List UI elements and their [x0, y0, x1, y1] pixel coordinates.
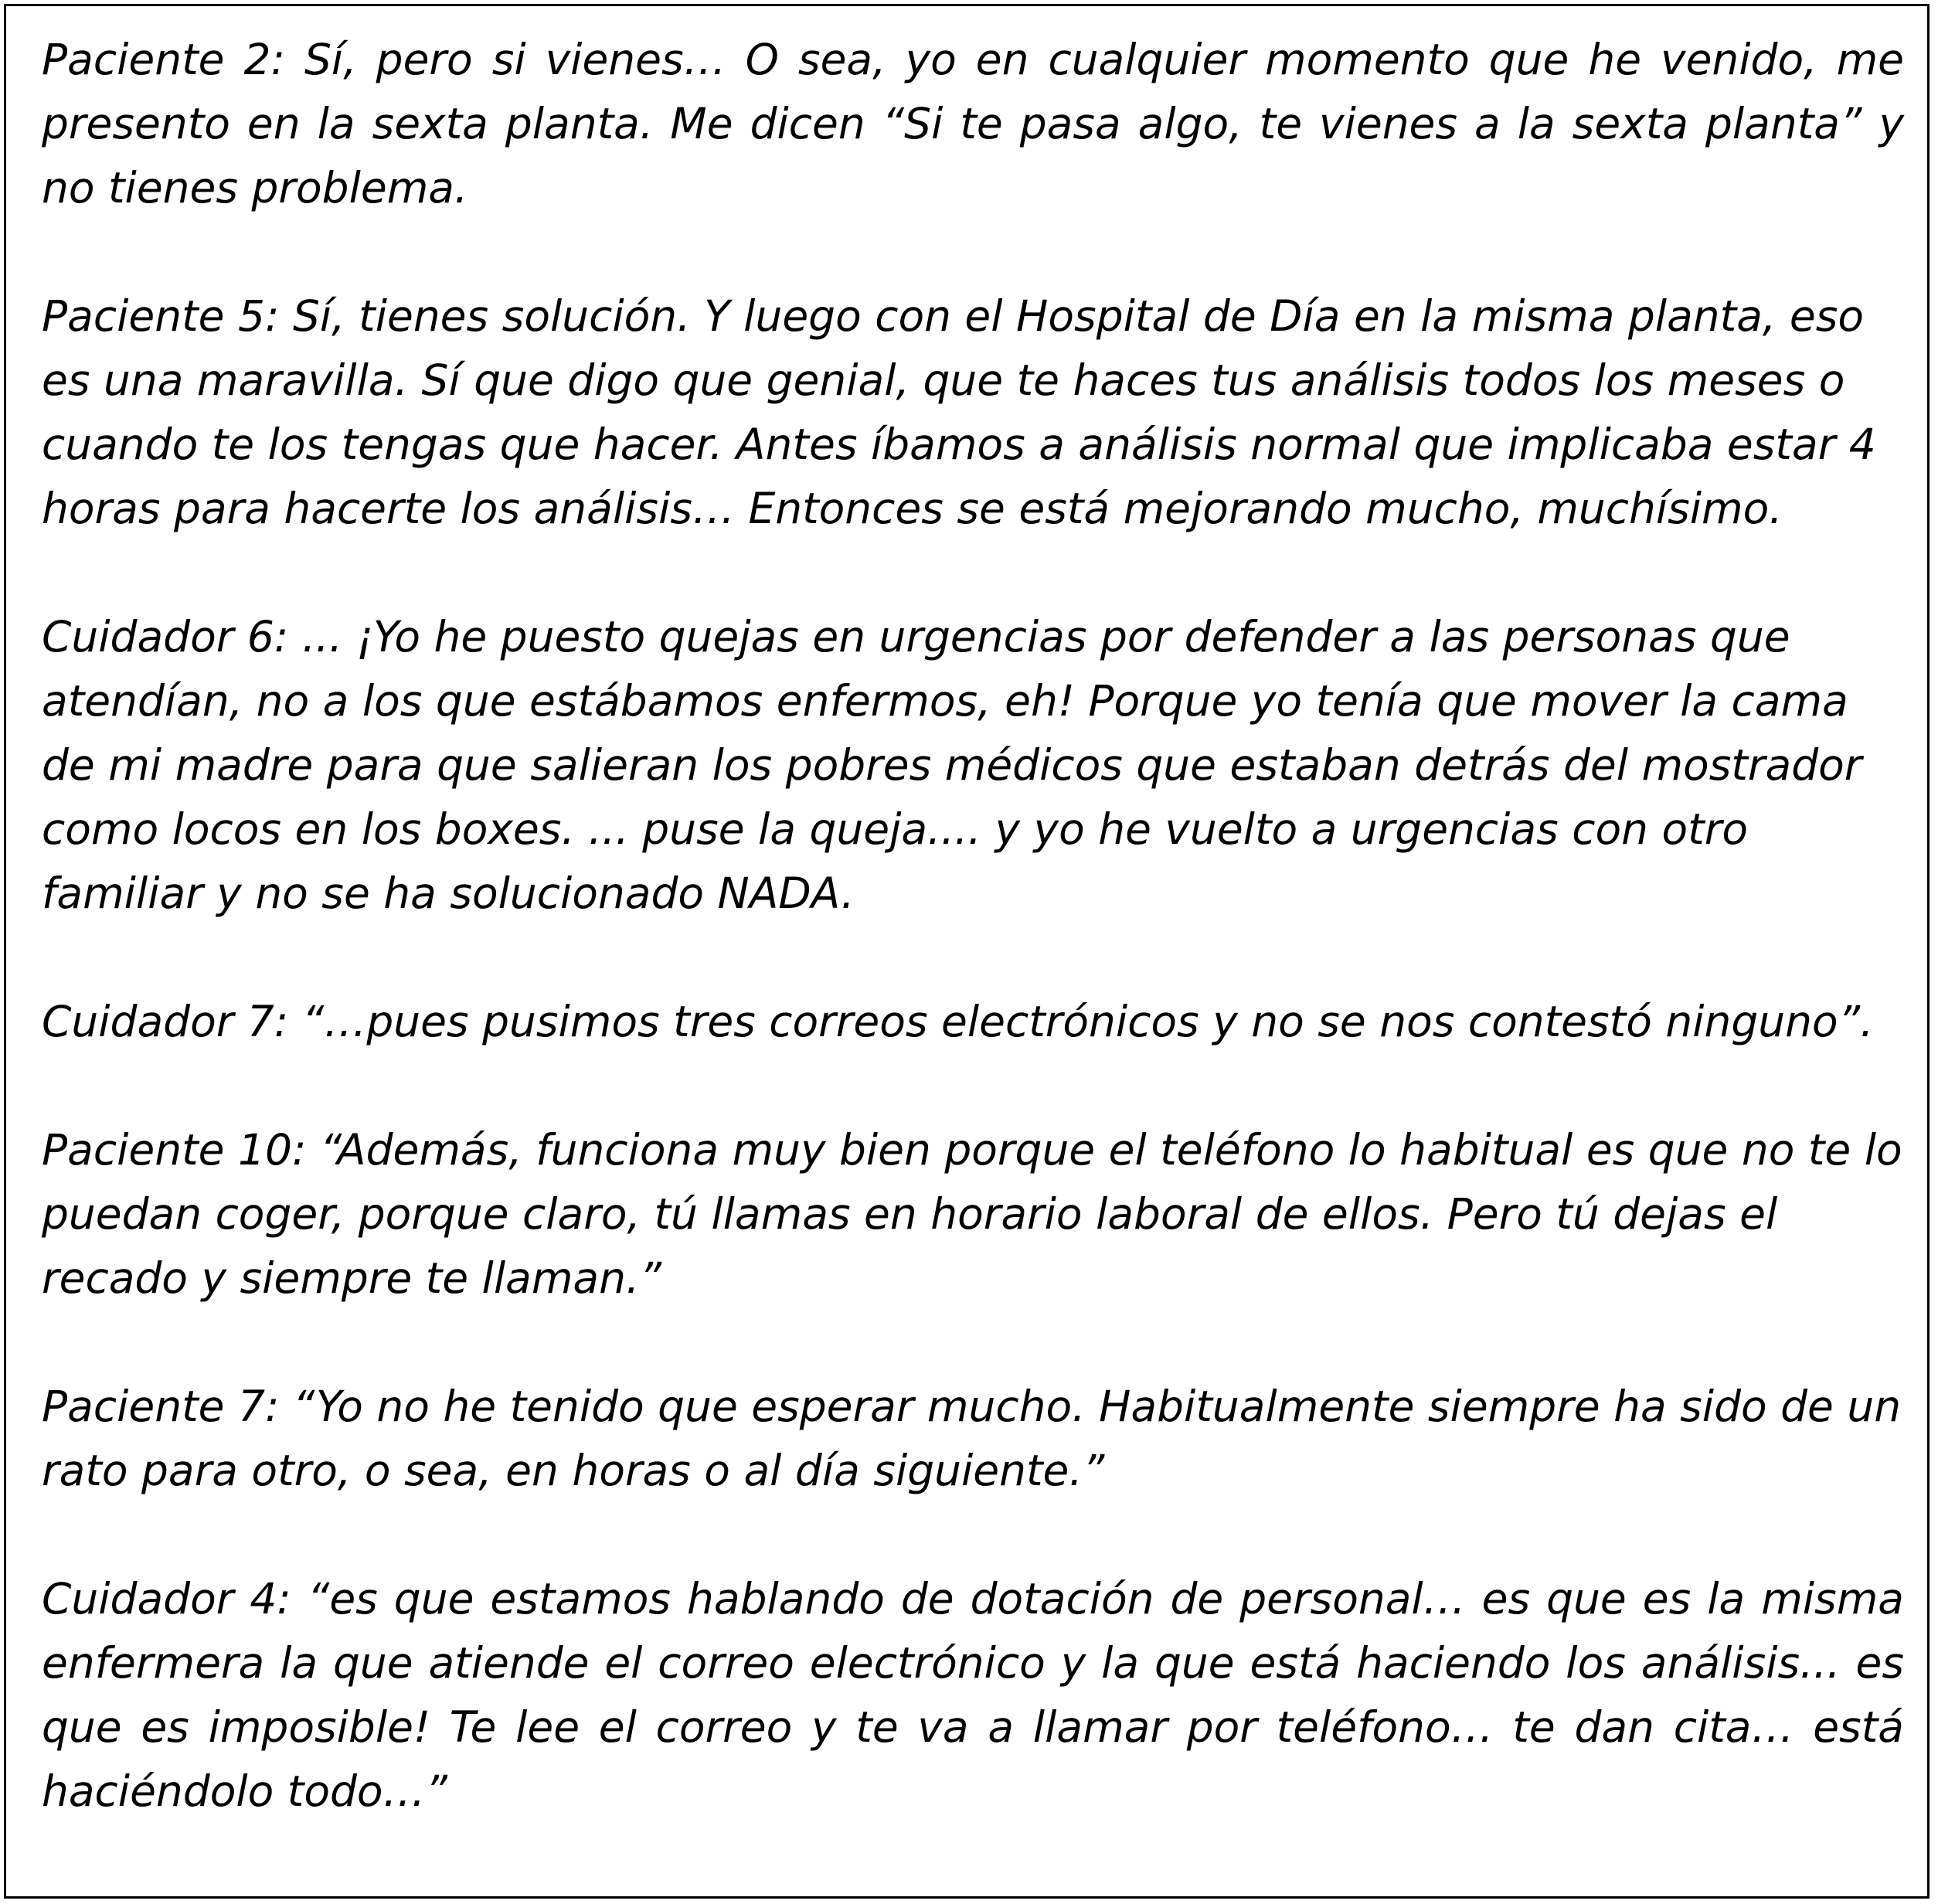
quote-paciente-5	[42, 284, 1904, 541]
quote-paciente-10	[42, 1118, 1904, 1311]
quote-speaker: Cuidador 7:	[42, 997, 289, 1046]
quote-speaker: Paciente 10:	[42, 1125, 307, 1175]
quotes-content	[42, 28, 1904, 1888]
quotes-box	[4, 4, 1930, 1899]
quote-text: ... ¡Yo he puesto quejas en urgencias por defender a las personas que atendían, no a los que estábamos enfermos, eh! Porque yo tenía que mover la cama de mi madre para que salieran los pobres médicos que estaban detrás del mostrador como locos en los boxes. ... puse la queja.... y yo he vuelto a urgencias con otro familiar y no se ha solucionado NADA.	[42, 612, 1862, 918]
quote-paciente-2	[42, 28, 1904, 220]
quote-paciente-7	[42, 1375, 1904, 1503]
quote-text: Sí, tienes solución. Y luego con el Hospital de Día en la misma planta, eso es una maravilla. Sí que digo que genial, que te haces tus análisis todos los meses o cuando te los tengas que hacer. Antes íbamos a análisis normal que implicaba estar 4 horas para hacerte los análisis… Entonces se está mejorando mucho, muchísimo.	[42, 291, 1876, 533]
quote-speaker: Paciente 7:	[42, 1382, 280, 1431]
quote-cuidador-4	[42, 1567, 1904, 1824]
quote-speaker: Cuidador 6:	[42, 612, 289, 661]
quote-speaker: Paciente 5:	[42, 291, 280, 341]
quote-text: “Yo no he tenido que esperar mucho. Habitualmente siempre ha sido de un rato para otro, o sea, en horas o al día siguiente.”	[42, 1382, 1902, 1495]
quote-cuidador-6	[42, 605, 1904, 926]
quote-speaker: Cuidador 4:	[42, 1574, 291, 1624]
quote-text: Sí, pero si vienes… O sea, yo en cualquier momento que he venido, me presento en la sexta planta. Me dicen “Si te pasa algo, te vienes a la sexta planta” y no tienes problema.	[42, 35, 1905, 212]
quote-text: “…pues pusimos tres correos electrónicos y no se nos contestó ninguno”.	[301, 997, 1874, 1046]
quote-speaker: Paciente 2:	[42, 35, 286, 84]
quote-cuidador-7	[42, 990, 1904, 1054]
quote-text: “es que estamos hablando de dotación de personal… es que es la misma enfermera la que atiende el correo electrónico y la que está haciendo los análisis... es que es imposible! Te lee el correo y te va a llamar por teléfono… te dan cita… está haciéndolo todo…”	[42, 1574, 1904, 1816]
quote-text: “Además, funciona muy bien porque el teléfono lo habitual es que no te lo puedan coger, porque claro, tú llamas en horario laboral de ellos. Pero tú dejas el recado y siempre te llaman.”	[42, 1125, 1902, 1303]
